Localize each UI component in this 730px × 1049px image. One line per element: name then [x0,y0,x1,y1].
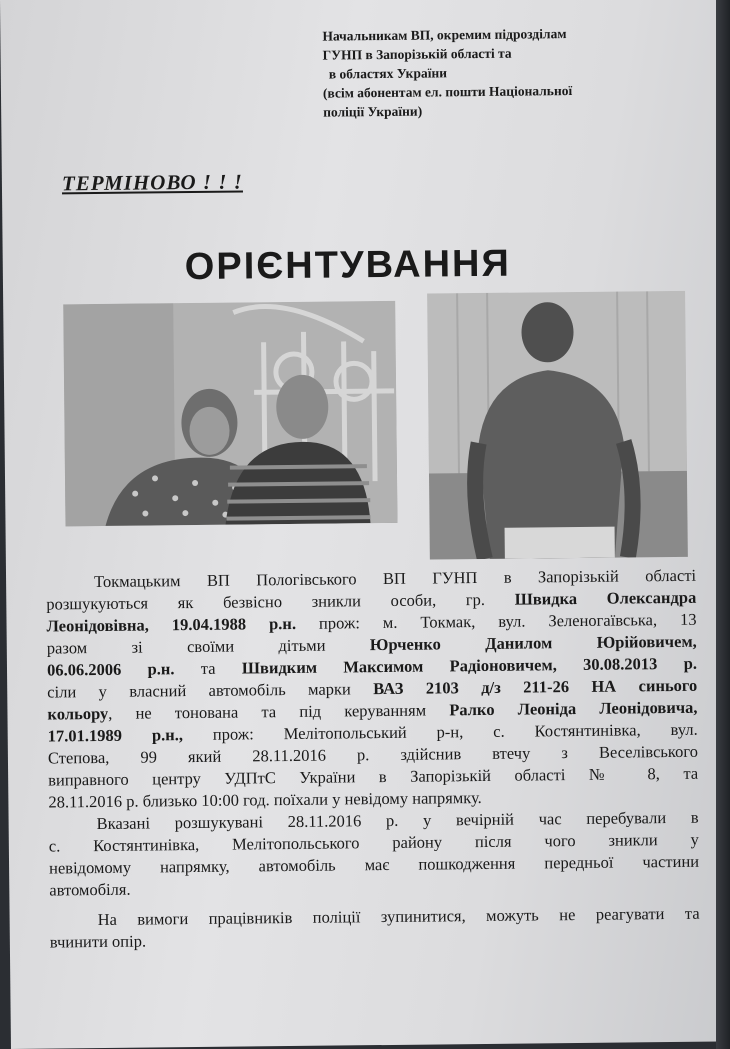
paragraph [49,807,700,902]
page-edge-shadow [716,0,730,1049]
text-line: Степова, 99 який 28.11.2016 р. здійснив втечу з Веселівського [47,741,699,768]
text-line: вчинити опір. [49,931,147,952]
photo-mother-and-son-icon [63,301,397,526]
addressee-line: поліції України) [323,103,423,120]
addressee-line: в областях України [328,65,448,82]
document-title: ОРІЄНТУВАННЯ [184,242,511,289]
addressee-line: ГУНП в Запорізькій області та [322,45,512,63]
body-text [46,565,700,954]
text-line: сіли у власний автомобіль марки ВАЗ 2103 д/з 211-26 НА синього [47,675,698,702]
text-line: с. Костянтинівка, Мелітопольського району після чого зникли у [48,829,699,856]
addressee-line: Начальникам ВП, окремим підрозділам [322,26,567,44]
text-line: 28.11.2016 р. близько 10:00 год. поїхали у невідому напрямку. [48,787,482,812]
text-line: виправного центру УДПтС України в Запорізькій області № 8, та [48,763,699,790]
text-line: разом зі своїми дітьми Юрченко Данилом Юрійовичем, [46,631,697,658]
addressee-block [322,23,683,122]
addressee-line: (всім абонентам ел. пошти Національної [322,83,573,101]
paragraph [50,903,700,954]
text-line: 06.06.2006 р.н. та Швидким Максимом Радіоновичем, 30.08.2013 р. [46,653,698,680]
text-line: 17.01.1989 р.н., прож: Мелітопольський р-н, с. Костянтинівка, вул. [47,719,698,746]
text-line: розшукуються як безвісно зникли особи, гр. Швидка Олександра [46,587,697,614]
text-line: кольору, не тонована та під керуванням Ралко Леоніда Леонідовича, [47,697,698,724]
photo-man-icon [427,291,688,560]
text-line: Леонідовівна, 19.04.1988 р.н. прож: м. Токмак, вул. Зеленогаївська, 13 [46,609,697,636]
paragraph [46,565,698,814]
text-line: невідомому напрямку, автомобіль має пошкодження передньої частини [48,851,700,878]
text-line: Вказані розшукувані 28.11.2016 р. у вечірній час перебували в [96,807,699,834]
text-line: На вимоги працівників поліції зупинитися, можуть не реагувати та [97,903,700,930]
text-line: Токмацьким ВП Пологівського ВП ГУНП в Запорізькій області [93,565,697,592]
urgent-label: ТЕРМІНОВО ! ! ! [61,169,243,196]
text-line: автомобіля. [49,879,131,900]
